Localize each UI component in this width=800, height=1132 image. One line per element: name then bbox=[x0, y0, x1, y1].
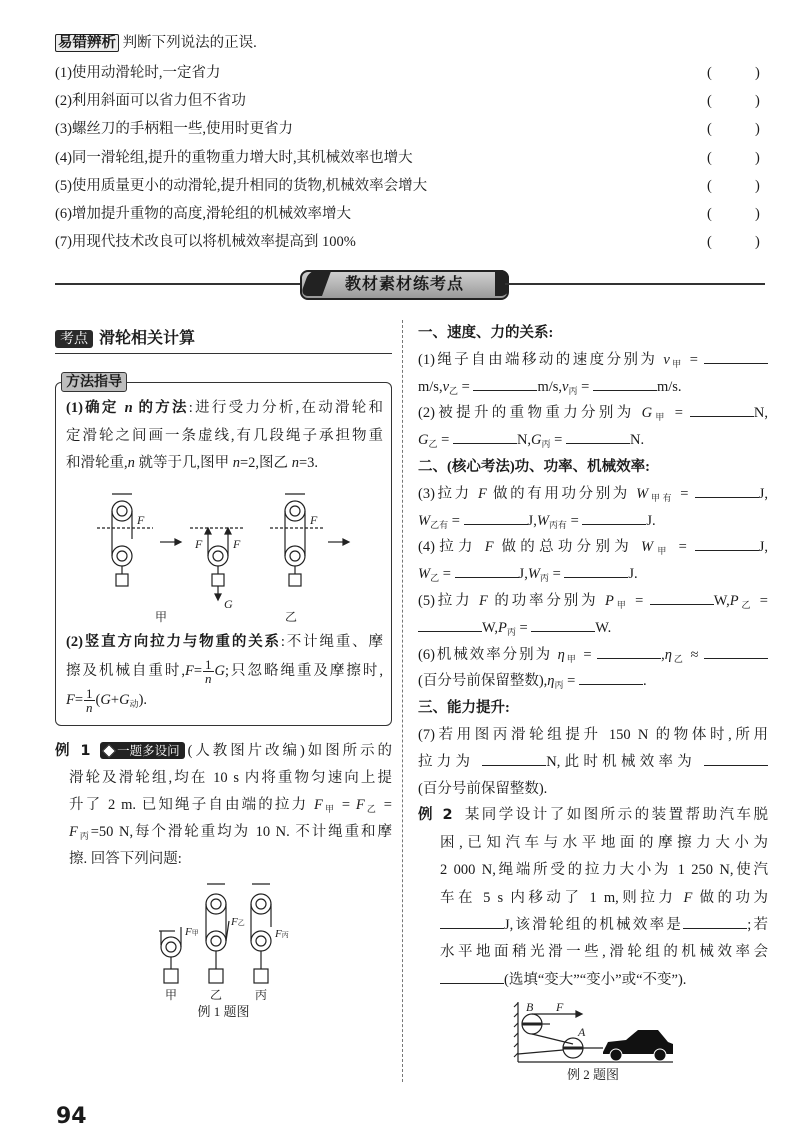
math-variable: n bbox=[124, 400, 133, 416]
answer-bracket-close[interactable]: ) bbox=[755, 177, 760, 194]
subscript: 甲 bbox=[669, 358, 684, 369]
text-run: ). bbox=[138, 691, 148, 708]
text-run: J, bbox=[758, 485, 768, 502]
text-line bbox=[69, 765, 392, 792]
page-number: 94 bbox=[56, 1104, 87, 1129]
math-variable: $v_甲$ bbox=[663, 351, 684, 369]
math-variable: $P_甲$ bbox=[604, 592, 629, 610]
example-1-figure bbox=[139, 879, 309, 1003]
answer-bracket-open[interactable]: ( bbox=[707, 121, 712, 138]
answer-blank[interactable] bbox=[704, 349, 768, 364]
answer-blank[interactable] bbox=[695, 483, 759, 498]
answer-bracket-open[interactable]: ( bbox=[707, 206, 712, 222]
question-block bbox=[418, 347, 768, 401]
math-variable: $W_{甲有}$ bbox=[636, 485, 675, 503]
math-variable: F bbox=[477, 485, 487, 502]
judge-header bbox=[55, 29, 765, 57]
text-line bbox=[440, 830, 768, 857]
answer-bracket-close[interactable]: ) bbox=[755, 149, 760, 166]
text-run: J. bbox=[646, 512, 656, 529]
judge-statement: (6)增加提升重物的高度,滑轮组的机械效率增大 bbox=[55, 206, 352, 222]
text-line bbox=[418, 481, 768, 508]
judge-item bbox=[55, 172, 765, 200]
judge-instruction: 判断下列说法的正误. bbox=[122, 35, 257, 51]
text-line bbox=[66, 686, 383, 715]
math-variable: $W_{乙有}$ bbox=[418, 512, 449, 530]
example-2-caption: 例 2 题图 bbox=[566, 1067, 619, 1083]
subscript: 乙 bbox=[738, 599, 754, 610]
answer-blank[interactable] bbox=[704, 751, 768, 766]
column-divider bbox=[402, 320, 403, 1082]
math-variable: F bbox=[478, 592, 488, 609]
subscript: 丙 bbox=[77, 830, 91, 841]
section-heading bbox=[55, 326, 392, 354]
subscript: 甲 bbox=[652, 412, 668, 423]
question-block bbox=[418, 695, 768, 722]
answer-blank[interactable] bbox=[564, 563, 628, 578]
text-line bbox=[418, 668, 768, 695]
label-F: F bbox=[556, 1000, 564, 1015]
text-run: 定滑轮之间画一条虚线,有几段绳子承担物重 bbox=[66, 427, 383, 444]
text-line bbox=[418, 615, 768, 642]
text-run: = bbox=[458, 378, 474, 395]
example-2-body bbox=[418, 830, 768, 994]
text-run: = bbox=[439, 566, 455, 583]
denominator: n bbox=[205, 670, 212, 686]
section-title: 滑轮相关计算 bbox=[99, 328, 196, 347]
text-run: = bbox=[628, 592, 650, 609]
divider-right bbox=[505, 283, 765, 285]
text-run: 拉力为 bbox=[418, 753, 483, 770]
judge-item bbox=[55, 59, 765, 87]
text-run: N,此时机械效率为 bbox=[546, 753, 704, 770]
answer-blank[interactable] bbox=[704, 644, 768, 659]
text-line bbox=[418, 534, 768, 561]
question-block bbox=[418, 400, 768, 454]
text-line bbox=[66, 657, 383, 686]
answer-blank[interactable] bbox=[566, 429, 630, 444]
label-F: F bbox=[194, 536, 202, 551]
text-line bbox=[66, 628, 383, 657]
text-run: N. bbox=[629, 432, 645, 449]
judge-statement: (3)螺丝刀的手柄粗一些,使用时更省力 bbox=[55, 121, 294, 138]
text-run: = bbox=[437, 432, 453, 449]
text-run: 擦. 回答下列问题: bbox=[69, 850, 182, 867]
answer-bracket-open[interactable]: ( bbox=[707, 93, 712, 110]
text-run: =3. bbox=[298, 455, 318, 471]
answer-bracket-close[interactable]: ) bbox=[755, 93, 760, 110]
text-run: :进行受力分析,在动滑轮和 bbox=[188, 400, 384, 416]
method-point-2 bbox=[66, 628, 383, 715]
text-run: = bbox=[550, 432, 566, 449]
example-2-figure bbox=[508, 1000, 678, 1066]
math-variable: F bbox=[66, 691, 75, 708]
text-run: m/s, bbox=[418, 378, 443, 395]
text-run: N, bbox=[516, 432, 532, 449]
answer-blank[interactable] bbox=[482, 751, 546, 766]
text-run: 车在 5 s 内移动了 1 m,则拉力 bbox=[440, 889, 684, 906]
math-variable: G bbox=[214, 662, 226, 679]
text-run: = bbox=[548, 566, 565, 583]
judge-statement: (5)使用质量更小的动滑轮,提升相同的货物,机械效率会增大 bbox=[55, 177, 428, 194]
subscript: 甲 bbox=[653, 546, 671, 557]
method-guide-tag: 方法指导 bbox=[61, 372, 127, 392]
math-variable: $\eta_甲$ bbox=[557, 646, 578, 664]
text-line bbox=[69, 846, 392, 873]
text-line bbox=[418, 776, 768, 803]
text-run: (选填“变大”“变小”或“不变”). bbox=[504, 971, 687, 988]
text-run: = bbox=[566, 512, 583, 529]
judge-statement: (2)利用斜面可以省力但不省功 bbox=[55, 93, 246, 110]
example-2 bbox=[418, 802, 768, 994]
label-F: F bbox=[136, 512, 144, 527]
text-run: (4)拉力 bbox=[418, 539, 485, 556]
answer-blank[interactable] bbox=[579, 670, 643, 685]
answer-blank[interactable] bbox=[597, 644, 661, 659]
text-line bbox=[440, 967, 768, 994]
text-run: = bbox=[74, 691, 84, 708]
math-variable: F bbox=[683, 889, 693, 906]
text-run: (7)若用图丙滑轮组提升 150 N 的物体时,所用 bbox=[418, 726, 768, 743]
answer-blank[interactable] bbox=[531, 617, 595, 632]
text-run: (百分号前保留整数), bbox=[418, 673, 548, 690]
answer-bracket-close[interactable]: ) bbox=[755, 121, 760, 138]
answer-blank[interactable] bbox=[440, 969, 504, 984]
label-F: F bbox=[309, 512, 317, 527]
text-line bbox=[440, 939, 768, 966]
text-run: 滑轮及滑轮组,均在 10 s 内将重物匀速向上提 bbox=[69, 769, 392, 786]
math-variable: $F_甲$ bbox=[313, 796, 337, 814]
method-guide-box bbox=[55, 382, 392, 726]
subscript: 丙 bbox=[554, 680, 564, 691]
subscript: 甲有 bbox=[648, 492, 675, 503]
answer-bracket-open[interactable]: ( bbox=[707, 177, 712, 194]
text-run: = bbox=[683, 351, 704, 368]
math-variable: $W_甲$ bbox=[640, 539, 671, 557]
judge-statement: (1)使用动滑轮时,一定省力 bbox=[55, 65, 221, 81]
text-line bbox=[440, 885, 768, 912]
label-yi: 乙 bbox=[209, 987, 222, 1002]
text-run: J, bbox=[527, 512, 537, 529]
badge-text: 一题多设问 bbox=[117, 742, 180, 758]
subscript: 乙 bbox=[364, 803, 379, 814]
subscript: 动 bbox=[129, 698, 139, 709]
subscript: 乙 bbox=[428, 439, 438, 450]
text-run: . bbox=[642, 673, 647, 690]
text-run: ≈ bbox=[684, 646, 704, 663]
text-run: J, bbox=[518, 566, 528, 583]
text-run: = bbox=[577, 378, 593, 395]
math-variable: $\eta_乙$ bbox=[664, 646, 685, 664]
math-variable: $\eta_丙$ bbox=[547, 673, 564, 691]
text-line bbox=[418, 749, 768, 776]
subscript: 乙 bbox=[671, 653, 685, 664]
subscript: 甲 bbox=[564, 653, 578, 664]
label-F-bing: F丙 bbox=[274, 927, 289, 940]
right-column bbox=[418, 320, 768, 1084]
math-variable: $G_甲$ bbox=[641, 405, 668, 423]
math-variable: $F_丙$ bbox=[69, 823, 91, 841]
text-run: W. bbox=[595, 619, 612, 636]
text-run: 和滑轮重, bbox=[66, 455, 128, 471]
judge-item bbox=[55, 87, 765, 115]
numerator: 1 bbox=[86, 685, 93, 701]
question-block bbox=[418, 722, 768, 802]
math-variable: $P_丙$ bbox=[497, 619, 516, 637]
text-run: m/s, bbox=[537, 378, 563, 395]
text-run: , bbox=[661, 646, 665, 663]
math-variable: $G_乙$ bbox=[418, 432, 438, 450]
math-variable: $v_丙$ bbox=[562, 378, 578, 396]
math-variable: $F_乙$ bbox=[355, 796, 379, 814]
answer-bracket-open[interactable]: ( bbox=[707, 65, 712, 81]
text-run: ;只忽略绳重及摩擦时, bbox=[225, 662, 384, 679]
bold-text: (2)竖直方向拉力与物重的关系 bbox=[66, 633, 281, 650]
text-run: 困,已知汽车与水平地面的摩擦力大小为 bbox=[440, 834, 768, 851]
text-line bbox=[418, 722, 768, 749]
denominator: n bbox=[86, 699, 93, 715]
section-badge: 考点 bbox=[55, 330, 93, 348]
text-line bbox=[418, 427, 768, 454]
answer-blank[interactable] bbox=[464, 510, 528, 525]
question-block bbox=[418, 481, 768, 535]
text-run: 做的功为 bbox=[692, 889, 769, 906]
bold-text: 的方法 bbox=[132, 400, 189, 416]
label-F-yi: F乙 bbox=[230, 915, 245, 928]
label-bing: 丙 bbox=[254, 987, 267, 1002]
text-run: (6)机械效率分别为 bbox=[418, 646, 558, 663]
text-run: = bbox=[193, 662, 203, 679]
text-line bbox=[418, 642, 768, 669]
answer-blank[interactable] bbox=[418, 617, 482, 632]
text-run: = bbox=[670, 539, 695, 556]
text-run: (3)拉力 bbox=[418, 485, 478, 502]
text-run: = bbox=[667, 405, 690, 422]
math-variable: $W_丙$ bbox=[527, 566, 549, 584]
subscript: 丙 bbox=[506, 626, 516, 637]
example-1 bbox=[55, 738, 392, 873]
text-run: (百分号前保留整数). bbox=[418, 780, 548, 797]
answer-bracket-open[interactable]: ( bbox=[707, 234, 712, 251]
text-line bbox=[418, 508, 768, 535]
text-line bbox=[418, 347, 768, 374]
text-line bbox=[66, 450, 383, 478]
example-1-first-line bbox=[55, 738, 392, 765]
subscript: 甲 bbox=[322, 803, 337, 814]
example-1-caption: 例 1 题图 bbox=[197, 1003, 250, 1019]
text-run: 做的有用功分别为 bbox=[486, 485, 637, 502]
question-block bbox=[418, 588, 768, 642]
text-run: 水平地面稍光滑一些,滑轮组的机械效率会 bbox=[440, 944, 768, 961]
numerator: 1 bbox=[205, 656, 212, 672]
text-run: ( bbox=[95, 691, 101, 708]
multi-question-badge bbox=[100, 742, 185, 759]
text-run: J. bbox=[628, 566, 638, 583]
answer-bracket-open[interactable]: ( bbox=[707, 149, 712, 166]
section-banner bbox=[300, 270, 509, 300]
bold-text: 二、(核心考法)功、功率、机械效率: bbox=[418, 458, 650, 475]
judge-statement: (4)同一滑轮组,提升的重物重力增大时,其机械效率也增大 bbox=[55, 149, 413, 166]
answer-blank[interactable] bbox=[593, 376, 657, 391]
subscript: 丙 bbox=[539, 573, 549, 584]
text-run: = bbox=[563, 673, 579, 690]
text-run: (人教图片改编)如图所示的 bbox=[187, 742, 392, 759]
judge-statement: (7)用现代技术改良可以将机械效率提高到 100% bbox=[55, 234, 356, 251]
answer-blank[interactable] bbox=[683, 914, 747, 929]
subscript: 丙 bbox=[568, 385, 578, 396]
judge-item bbox=[55, 200, 765, 228]
pulley-n-diagram bbox=[85, 484, 365, 624]
question-block bbox=[418, 320, 768, 347]
text-line bbox=[418, 588, 768, 615]
math-variable: F bbox=[484, 539, 494, 556]
method-guide bbox=[55, 374, 392, 726]
question-block bbox=[418, 534, 768, 588]
text-run: = bbox=[577, 646, 598, 663]
text-run: W, bbox=[482, 619, 498, 636]
text-run: 做的总功分别为 bbox=[493, 539, 641, 556]
label-A: A bbox=[578, 1025, 586, 1040]
math-variable: $G_丙$ bbox=[531, 432, 551, 450]
text-run: (1)绳子自由端移动的速度分别为 bbox=[418, 351, 664, 368]
math-variable: n bbox=[232, 455, 240, 471]
answer-blank[interactable] bbox=[455, 563, 519, 578]
text-line bbox=[66, 423, 383, 451]
label-G: G bbox=[223, 596, 233, 611]
label-yi: 乙 bbox=[284, 609, 297, 624]
math-variable: G bbox=[100, 691, 111, 708]
math-variable: n bbox=[291, 455, 299, 471]
text-run: J,该滑轮组的机械效率是 bbox=[504, 916, 684, 933]
subscript: 乙 bbox=[449, 385, 459, 396]
text-run: 某同学设计了如图所示的装置帮助汽车脱 bbox=[464, 807, 769, 824]
label-B: B bbox=[526, 1000, 534, 1015]
bold-text: (1)确定 bbox=[66, 400, 125, 416]
text-line bbox=[418, 561, 768, 588]
text-line bbox=[66, 395, 383, 423]
subscript: 丙 bbox=[541, 439, 551, 450]
answer-blank[interactable] bbox=[440, 914, 504, 929]
text-line bbox=[440, 857, 768, 884]
math-variable: $W_{丙有}$ bbox=[536, 512, 567, 530]
question-block bbox=[418, 454, 768, 481]
text-line bbox=[418, 374, 768, 401]
math-variable: F bbox=[185, 662, 194, 679]
text-run: 就等于几,图甲 bbox=[134, 455, 233, 471]
banner-title: 教材素材练考点 bbox=[344, 274, 464, 293]
text-line bbox=[418, 454, 768, 481]
text-line bbox=[440, 912, 768, 939]
answer-bracket-close[interactable]: ) bbox=[755, 65, 760, 81]
subscript: 乙 bbox=[430, 573, 440, 584]
text-run: + bbox=[110, 691, 120, 708]
math-variable: $P_乙$ bbox=[729, 592, 754, 610]
text-run: = bbox=[378, 796, 392, 813]
example-1-label: 例 1 bbox=[55, 742, 91, 759]
subscript: 乙有 bbox=[430, 519, 449, 530]
text-run: N, bbox=[753, 405, 768, 422]
text-line bbox=[418, 695, 768, 722]
text-run: J, bbox=[758, 539, 768, 556]
left-column bbox=[55, 326, 392, 1021]
fraction bbox=[84, 687, 95, 714]
example-2-label: 例 2 bbox=[418, 807, 453, 824]
answer-bracket-close[interactable]: ) bbox=[755, 206, 760, 222]
divider-left bbox=[55, 283, 300, 285]
text-line bbox=[418, 320, 768, 347]
label-F-jia: F甲 bbox=[184, 925, 199, 938]
text-run: = bbox=[448, 512, 464, 529]
answer-blank[interactable] bbox=[690, 402, 754, 417]
text-run: = bbox=[515, 619, 532, 636]
text-run: ;若 bbox=[747, 916, 768, 933]
judge-tag: 易错辨析 bbox=[55, 34, 119, 52]
answer-blank[interactable] bbox=[473, 376, 537, 391]
fraction bbox=[203, 658, 214, 685]
text-line bbox=[69, 819, 392, 846]
judge-item bbox=[55, 144, 765, 172]
example-2-first-line bbox=[418, 802, 768, 829]
bold-text: 一、速度、力的关系: bbox=[418, 325, 554, 341]
text-run: = bbox=[753, 592, 768, 609]
text-run: 2 000 N,绳端所受的拉力大小为 1 250 N,使汽 bbox=[440, 862, 768, 879]
text-run: =50 N,每个滑轮重均为 10 N. 不计绳重和摩 bbox=[90, 823, 392, 840]
answer-blank[interactable] bbox=[695, 536, 759, 551]
text-run: 的功率分别为 bbox=[487, 592, 605, 609]
question-block bbox=[418, 642, 768, 696]
math-variable: n bbox=[127, 455, 135, 471]
answer-blank[interactable] bbox=[582, 510, 646, 525]
math-variable: $v_乙$ bbox=[442, 378, 459, 396]
subscript: 甲 bbox=[613, 599, 629, 610]
answer-blank[interactable] bbox=[650, 590, 714, 605]
method-point-1 bbox=[66, 395, 383, 478]
text-run: m/s. bbox=[656, 378, 682, 395]
text-run: = bbox=[674, 485, 695, 502]
text-run: = bbox=[336, 796, 356, 813]
answer-bracket-close[interactable]: ) bbox=[755, 234, 760, 251]
text-run: :不计绳重、摩 bbox=[280, 633, 384, 650]
text-run: 升了 2 m. 已知绳子自由端的拉力 bbox=[69, 796, 314, 813]
text-run: (5)拉力 bbox=[418, 592, 479, 609]
questions-column bbox=[418, 320, 768, 802]
text-run: W, bbox=[713, 592, 730, 609]
label-F: F bbox=[232, 536, 240, 551]
text-line bbox=[69, 792, 392, 819]
judge-item bbox=[55, 115, 765, 143]
text-run: 擦及机械自重时, bbox=[66, 662, 185, 679]
diamond-icon bbox=[102, 744, 116, 758]
text-line bbox=[418, 400, 768, 427]
bold-text: 三、能力提升: bbox=[418, 700, 510, 717]
label-jia: 甲 bbox=[164, 987, 177, 1002]
text-run: (2)被提升的重物重力分别为 bbox=[418, 405, 642, 422]
math-variable: $G_动$ bbox=[119, 691, 139, 709]
answer-blank[interactable] bbox=[453, 429, 517, 444]
subscript: 丙有 bbox=[548, 519, 567, 530]
text-run: =2,图乙 bbox=[240, 455, 292, 471]
math-variable: $W_乙$ bbox=[418, 566, 440, 584]
judge-item bbox=[55, 228, 765, 256]
label-jia: 甲 bbox=[154, 609, 167, 624]
example-1-body bbox=[55, 765, 392, 873]
